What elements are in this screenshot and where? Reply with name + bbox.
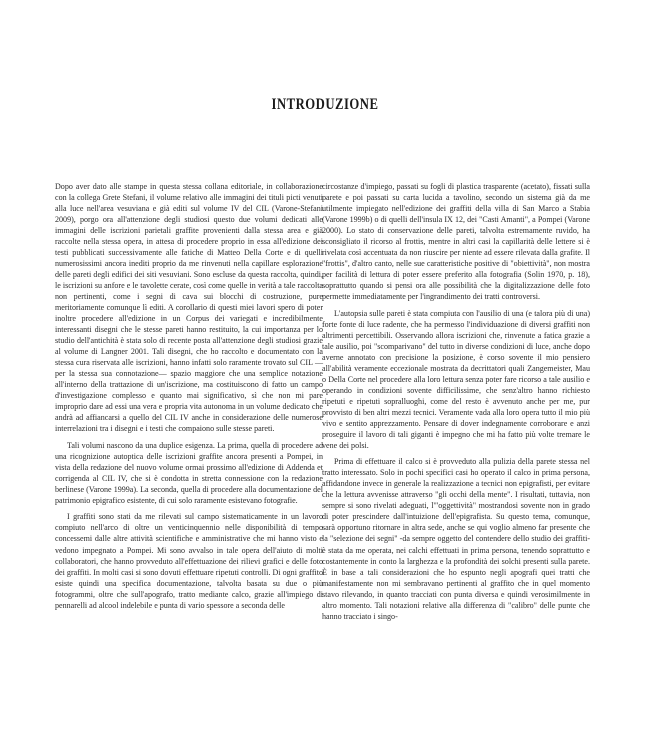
body-paragraph: I graffiti sono stati da me rilevati sul campo sistematicamente in un lavoro compiuto nell'arco di oltre un venticinquennio nelle disponibilità di tempo concessemi dalle altre attività scientifiche e amministrative che mi hanno visto e vedono impegnato a Pompei. Mi sono avvalso in tale opera dell'aiuto di molti collaboratori, che hanno provveduto all'effettuazione dei rilievi grafici e delle foto dei graffiti. In molti casi si sono dovuti effettuare ripetuti controlli. Di ogni graffito esiste quindi una specifica documentazione, talvolta basata su due o più fotogrammi, oltre che sull'apografo, tratto mediante calco, grazie all'impiego di pennarelli ad alcool indelebile e punta di vario spessore a seconda delle [55, 512, 323, 610]
body-paragraph: Prima di effettuare il calco si è provveduto alla pulizia della parete stessa nel tratto interessato. Solo in pochi specifici casi ho operato il calco in prima persona, affidandone invece in generale la realizzazione a tecnici non epigrafisti, per evitare che la lettura avvenisse attraverso "gli occhi della mente". I risultati, tuttavia, non sempre si sono rivelati adeguati, l'"oggettività" mostrandosi sovente non in grado di poter prescindere dall'intuizione dell'epigrafista. Su questo tema, comunque, sarà opportuno ritornare in altra sede, anche se qui voglio almeno far presente che la "selezione dei segni" -da sempre oggetto del contendere dello studio dei graffiti- è stata da me operata, nei calchi effettuati in prima persona, tenendo soprattutto e costantemente in conto la larghezza e la profondità dei solchi presenti sulla parete. È in base a tali considerazioni che ho espunto negli apografi quei tratti che manifestamente non mi sembravano pertinenti al graffito che in quel momento stavo rilevando, in quanto tracciati con punta diversa e quindi verosimilmente in altro momento. Tali notazioni relative alla differenza di "calibro" delle punte che hanno tracciato i singo- [322, 457, 590, 621]
body-paragraph: Dopo aver dato alle stampe in questa stessa collana editoriale, in collaborazione con la collega Grete Stefani, il volume relativo alle immagini dei tituli picti venuti alla luce nell'area vesuviana e già editi sul volume IV del CIL (Varone-Stefani 2009), porgo ora all'attenzione degli studiosi questo due volumi dedicati alle immagini delle iscrizioni parietali graffite provenienti dalla stessa area e già raccolte nella stessa opera, in attesa di procedere proprio in essa all'edizione dei testi pubblicati successivamente alle fatiche di Matteo Della Corte e di quelli numerosissimi ancora inediti proprio da me rinvenuti nella capillare esplorazione delle pareti degli edifici dei siti vesuviani. Sono escluse da questa raccolta, quindi, le iscrizioni su anfore e le tavolette cerate, così come quelle in verità a tale raccolta non pertinenti, come i segni di cava sui blocchi di costruzione, pure meritoriamente comunque lì editi. A corollario di questi miei lavori spero di poter inoltre procedere all'edizione in un Corpus dei variegati e incredibilmente interessanti disegni che le stesse pareti hanno restituito, la cui importanza per lo studio dell'antichità è stata solo di recente posta all'attenzione degli studiosi grazie al volume di Langner 2001. Tali disegni, che ho raccolto e documentato con la stessa cura riservata alle iscrizioni, hanno infatti solo raramente trovato sul CIL —per la stessa sua connotazione— spazio maggiore che una semplice notazione all'interno della trattazione di un'iscrizione, ma costituiscono di fatto un campo d'investigazione complesso e quanto mai significativo, sì che non mi pare improprio dare ad essi una vera e propria vita autonoma in un volume dedicato che andrà ad affiancarsi a quello del CIL IV anche in considerazione delle numerose interrelazioni tra i disegni e i testi che compaiono sulle stesse pareti. [55, 182, 323, 434]
body-paragraph: circostanze d'impiego, passati su fogli di plastica trasparente (acetato), fissati sulla parete e poi passati su carta lucida a tavolino, secondo un sistema già da me utilmente impiegato nell'edizione dei graffiti della villa di San Marco a Stabia (Varone 1999b) o di quelli dell'insula IX 12, dei "Casti Amanti", a Pompei (Varone 2000). Lo stato di conservazione delle pareti, talvolta estremamente ruvido, ha sconsigliato il ricorso al frottis, mentre in altri casi la capillarità delle lettere si è rivelata così accentuata da non riuscire per niente ad essere rilevata dalla grafite. Il "frottis", d'altro canto, nelle sue caratteristiche positive di "obiettività", non mostra per facilità di lettura di poter essere preferito alla fotografia (Solin 1970, p. 18), soprattutto quando si pensi ora alle possibilità che la digitalizzazione delle foto permette immediatamente per l'ingrandimento dei tratti controversi. [322, 182, 590, 302]
left-text-column [55, 181, 323, 611]
right-text-column [322, 181, 590, 622]
chapter-title: INTRODUZIONE [271, 96, 379, 113]
body-paragraph: L'autopsia sulle pareti è stata compiuta con l'ausilio di una (e talora più di una) forte fonte di luce radente, che ha permesso l'individuazione di diversi graffiti non altrimenti percettibili. Osservando allora iscrizioni che, rinvenute a fatica grazie a tale ausilio, poi "scomparivano" del tutto in diverse condizioni di luce, anche dopo averne annotato con precisione la posizione, è corso sovente il mio pensiero all'abilità veramente eccezionale mostrata da decrittatori quali Zangemeister, Mau o Della Corte nel procedere alla loro lettura senza poter fare ricorso a tale ausilio e operando in condizioni sovente difficilissime, che senz'altro hanno richiesto ripetuti e ripetuti sopralluoghi, come del resto è avvenuto anche per me, pur provvisto di ben altri mezzi tecnici. Veramente vada alla loro opera tutto il mio più vivo e sentito apprezzamento. Pensare di dover indegnamente corroborare e anzi proseguire il lavoro di tali giganti è impegno che mi ha fatto più volte tremare le vene dei polsi. [322, 308, 590, 450]
body-paragraph: Tali volumi nascono da una duplice esigenza. La prima, quella di procedere ad una ricognizione autoptica delle iscrizioni graffite ancora presenti a Pompei, in vista della redazione del nuovo volume ormai prossimo all'edizione di Addenda et corrigenda al CIL IV, che si è condotta in stretta connessione con la redazione berlinese (Varone 1999a). La seconda, quella di procedere alla documentazione del patrimonio epigrafico esistente, di cui solo raramente esistevano fotografie. [55, 440, 323, 505]
